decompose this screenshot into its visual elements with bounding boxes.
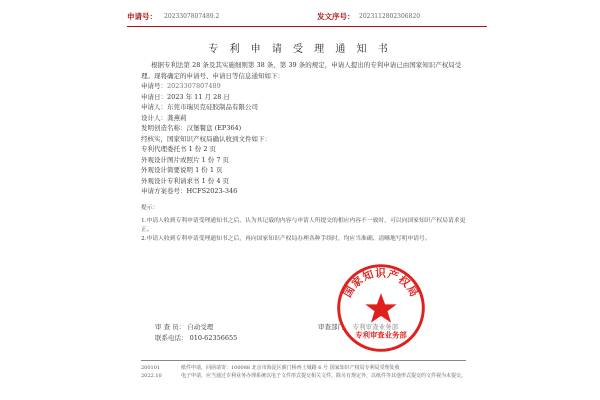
field-row	[141, 155, 466, 166]
application-no-label: 申请号：	[127, 12, 157, 21]
header-divider	[127, 26, 487, 27]
phone-value: 010-62356655	[189, 334, 238, 342]
field-value: HCFS2023-346	[186, 187, 238, 195]
field-value: 汉堡餐盘 (EP364)	[186, 124, 242, 132]
field-row	[141, 92, 466, 103]
field-label: 外观设计图片或照片 1 份 7 页	[141, 155, 230, 164]
department-value: 专利审查业务部	[352, 323, 399, 331]
note-item: 2.申请人收到专利申请受理通知书之后，再向国家知识产权局办理各种手续时，均应当准确、清晰地写明申请号。	[141, 236, 431, 242]
field-label: 经核实，国家知识产权局确认收到文件如下：	[141, 134, 271, 143]
field-value: 东莞市瑞贝克硅胶制品有限公司	[167, 103, 258, 111]
document-title: 专 利 申 请 受 理 通 知 书	[208, 44, 392, 55]
reviewer-value: 自动受理	[187, 323, 214, 331]
field-value: 2023 年 11 月 28 日	[167, 92, 230, 101]
field-row	[141, 81, 466, 92]
footer-text	[181, 364, 471, 380]
field-label: 设计人：	[141, 113, 167, 122]
field-row	[141, 102, 466, 113]
document-header	[127, 9, 487, 25]
field-label: 专利代理委托书 1 份 2 页	[141, 145, 217, 153]
reviewer-label: 审 查 员：	[155, 323, 186, 331]
form-code	[141, 364, 162, 380]
seal-star-icon	[365, 293, 396, 322]
form-code-1: 200101	[141, 365, 161, 371]
application-no-value: 2023307807489.2	[164, 13, 220, 20]
field-label: 申请日：	[141, 92, 167, 101]
footer-line-2: 电子申请，应当通过专利业务办理系统以电子文件形式提交相关文件。除另有规定外，以纸件等其他形式提交的文件视为未提交。	[181, 373, 467, 379]
field-value: 2023307807489	[167, 82, 221, 90]
field-row	[141, 186, 466, 197]
field-row	[141, 144, 466, 155]
field-label: 发明创造名称：	[141, 124, 187, 132]
seal-bottom-text: 专利审查业务部	[355, 330, 407, 340]
field-label: 申请号：	[141, 82, 167, 90]
form-code-2: 2022.10	[141, 373, 162, 379]
field-label: 申请方案卷号：	[141, 187, 187, 195]
document-body	[141, 60, 466, 197]
department-label: 审查部门：	[318, 323, 351, 331]
field-label: 申请人：	[141, 103, 167, 111]
field-row	[141, 165, 466, 176]
intro-paragraph: 根据专利法第 28 条及其实施细则第 38 条、第 39 条的规定，申请人提出的专利申请已由国家知识产权局受理。现将确定的申请号、申请日等信息通知如下：	[141, 61, 462, 80]
notes-heading: 提示：	[141, 205, 159, 211]
field-row	[141, 123, 466, 134]
note-item: 1.申请人收到专利申请受理通知书之后，认为其记载的内容与申请人所提交的相应内容不一致时，可以向国家知识产权局请求更正。	[141, 218, 466, 233]
field-list	[141, 81, 466, 197]
footer-divider	[141, 360, 466, 361]
send-no-label: 发文序号：	[317, 12, 355, 21]
seal-top-text: 国家知识产权局	[341, 267, 421, 300]
phone-label: 联系电话：	[155, 334, 188, 342]
footer-line-1: 纸件申请，回函请寄：100088 北京市海淀区蓟门桥西土城路 6 号 国家知识产权局专利局受理处收	[181, 365, 400, 371]
field-row	[141, 134, 466, 145]
official-seal	[335, 262, 427, 354]
field-label: 外观设计专利请求书 1 份 4 页	[141, 176, 230, 185]
notes-section	[141, 204, 466, 244]
field-row	[141, 113, 466, 124]
field-value: 龚燕莉	[167, 113, 187, 122]
field-label: 外观设计简要说明 1 份 1 页	[141, 166, 223, 174]
field-row	[141, 176, 466, 187]
send-no-value: 2023112802306820	[359, 13, 421, 20]
